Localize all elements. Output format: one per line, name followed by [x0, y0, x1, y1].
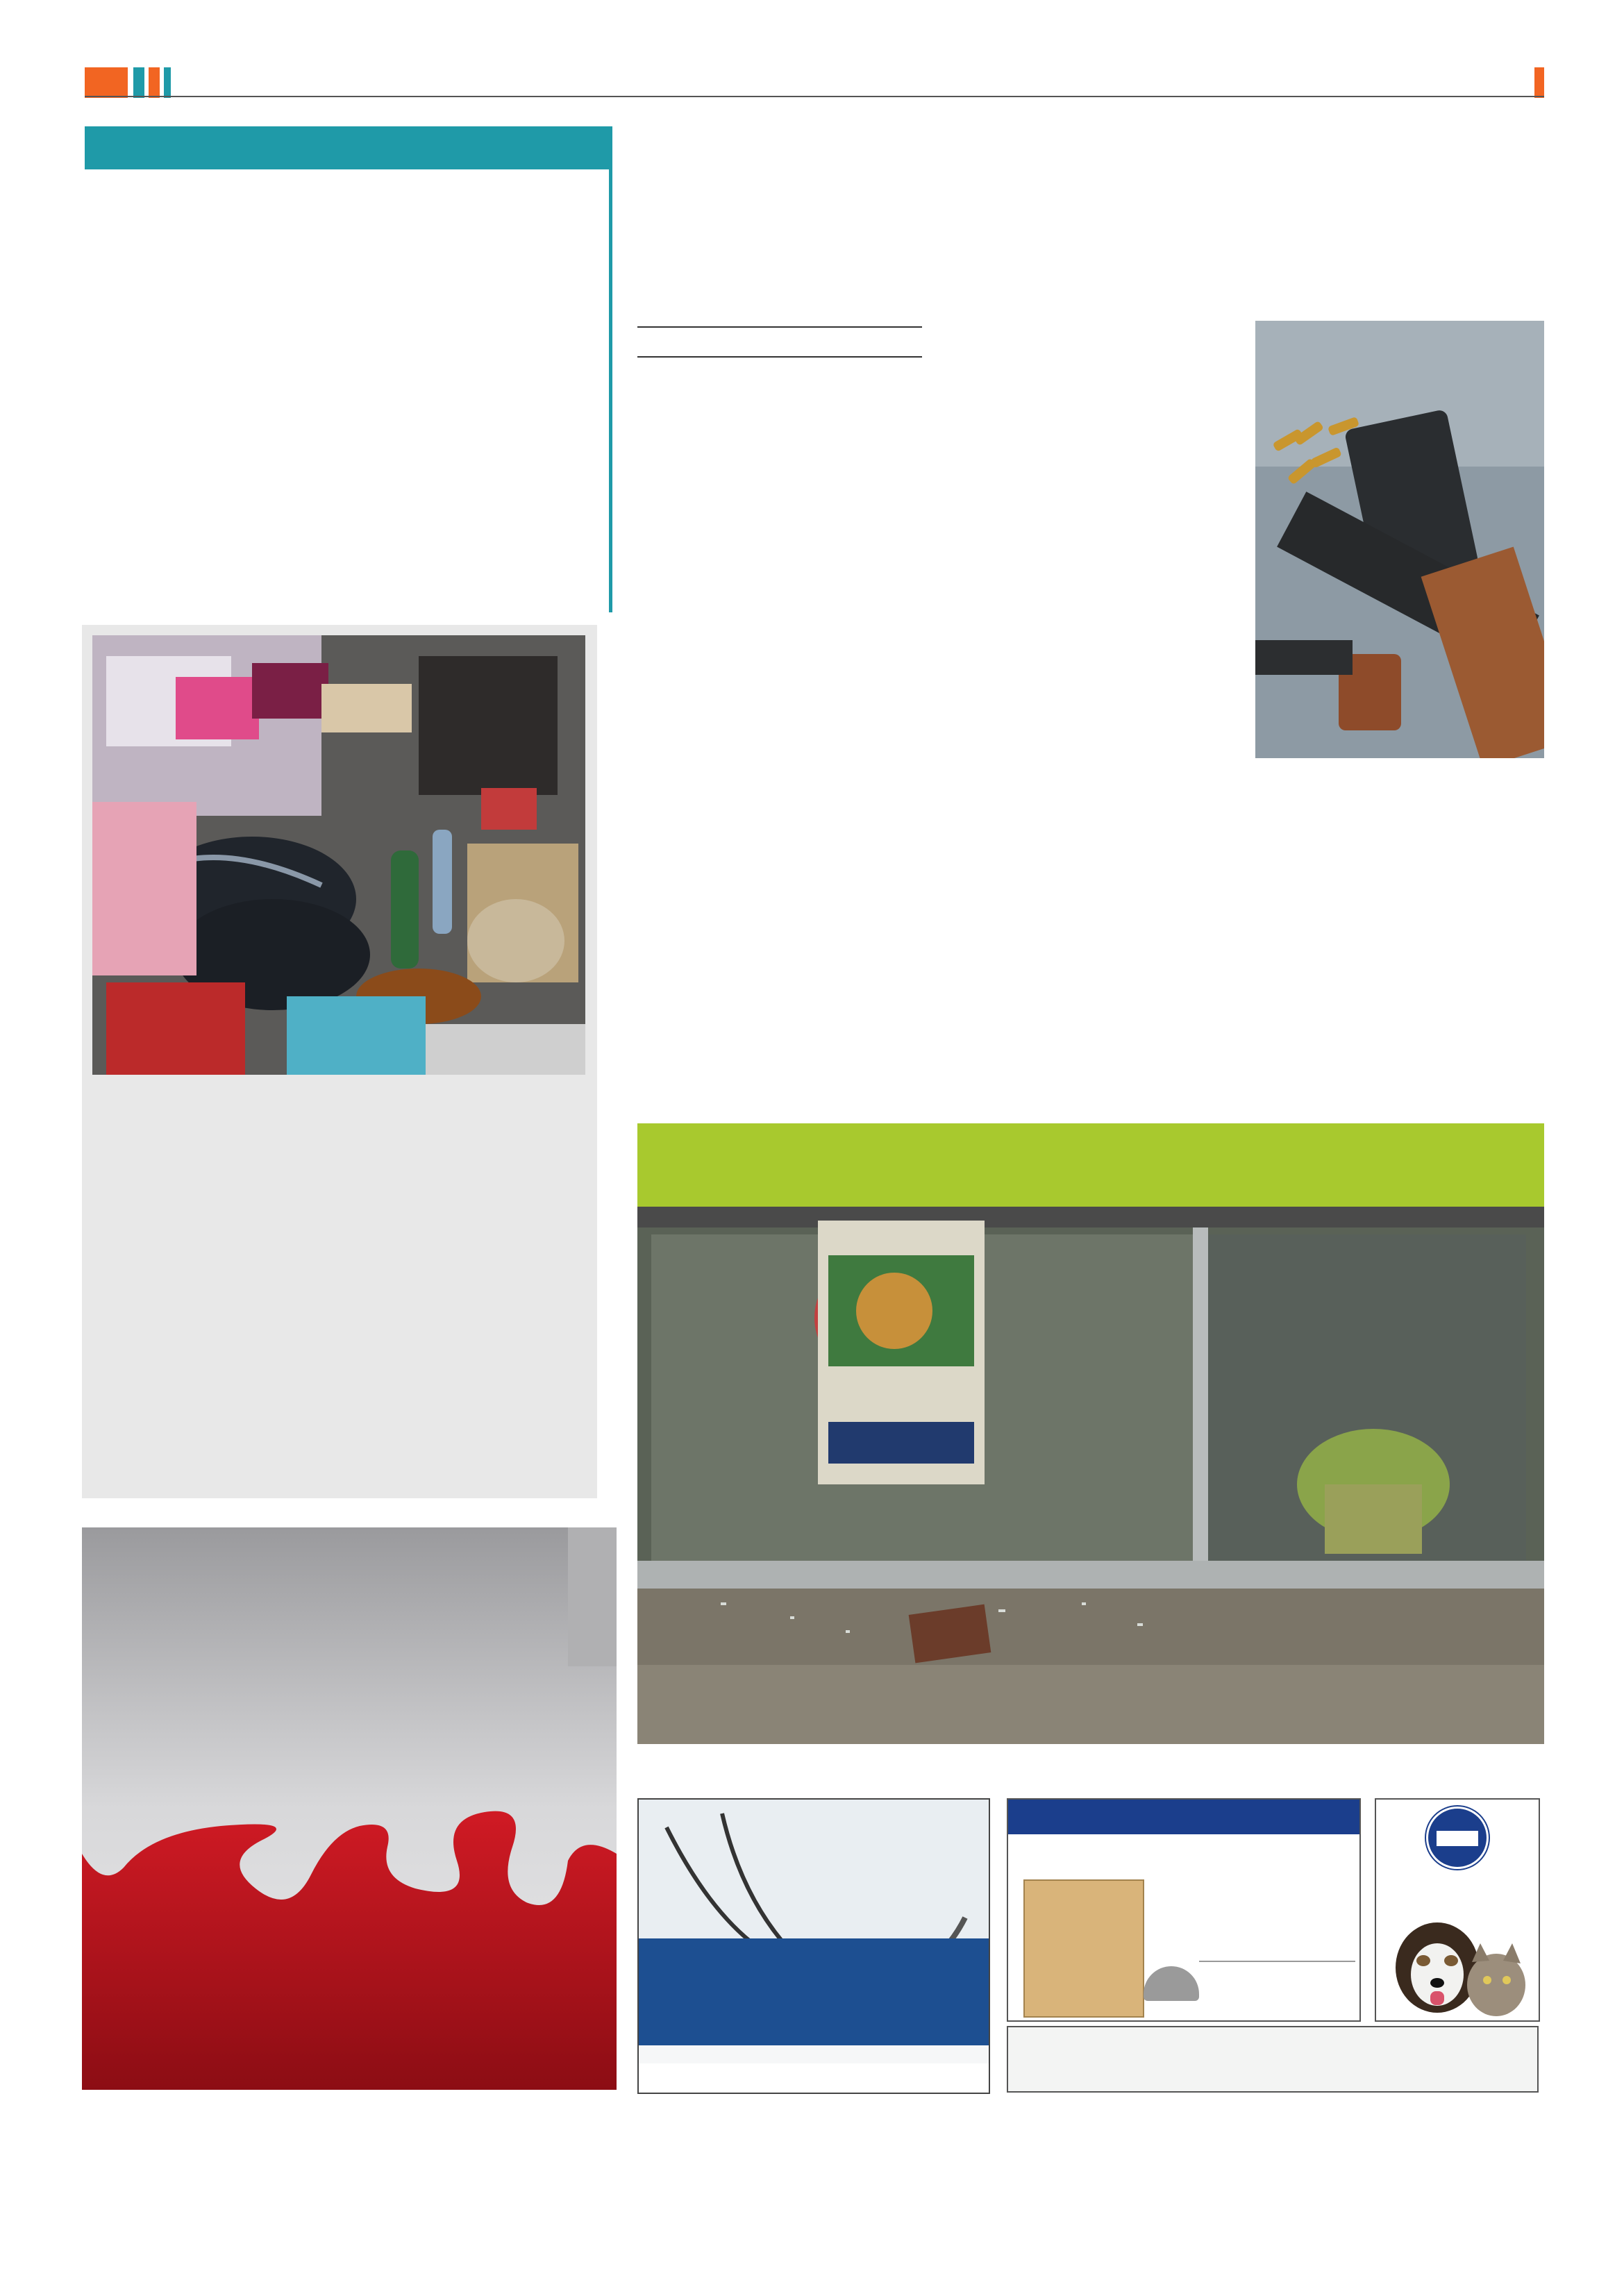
dog-and-cat-photo [1389, 1919, 1527, 2016]
header-color-bar-3 [164, 67, 171, 98]
gani-title-bar [1008, 1800, 1359, 1834]
page-header [0, 0, 1624, 104]
crime-report-label-bar [85, 126, 612, 169]
page-number-badge [85, 67, 128, 98]
spca-logo [1426, 1807, 1489, 1869]
crime-report-side-rule [609, 126, 612, 612]
header-color-bar-1 [133, 67, 144, 98]
rifle-photo [1255, 321, 1544, 758]
masthead-info [1083, 68, 1527, 90]
header-rule [85, 96, 1544, 97]
spca-ad [1375, 1798, 1540, 2022]
stolen-goods-photo [92, 635, 585, 1075]
cement-pile [1144, 1966, 1199, 2001]
vkb-broken-window-photo [637, 1123, 1544, 1744]
header-color-bar-2 [149, 67, 160, 98]
byline-rule-top [637, 326, 922, 328]
cement-bag [1023, 1879, 1144, 2018]
header-orange-tab [1534, 67, 1544, 98]
gani-price-rule [1199, 1961, 1355, 1962]
spca-logo-cross [1437, 1831, 1478, 1846]
doctor-name-bar [639, 1938, 989, 2045]
multi-beton-ad-rendered [1007, 2026, 1539, 2093]
gani-osman-ad [1007, 1798, 1361, 2022]
doctor-ad [637, 1798, 990, 2094]
header-separator [1516, 68, 1527, 90]
byline-rule-bottom [637, 356, 922, 358]
new-year-steel-ad [82, 1527, 617, 2090]
